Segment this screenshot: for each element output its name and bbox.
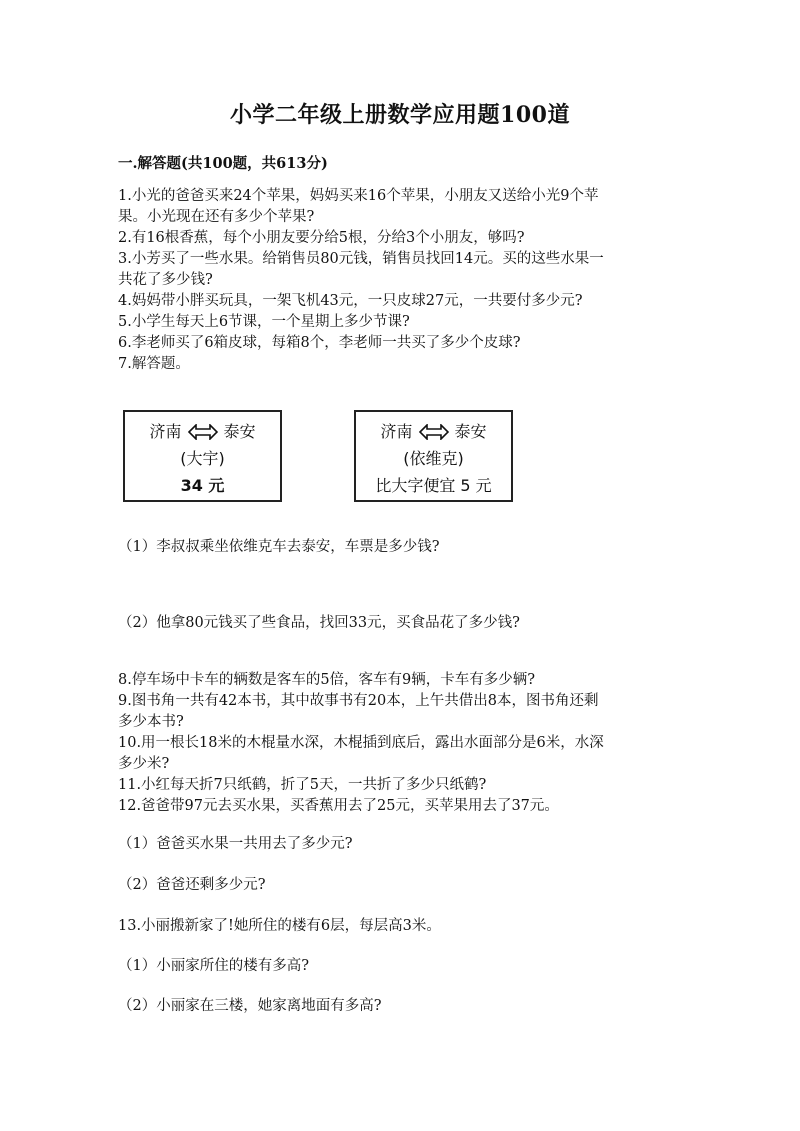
double-arrow-icon — [188, 424, 218, 440]
question-12-part-2: （2）爸爸还剩多少元? — [118, 877, 266, 893]
ticket-to: 泰安 — [223, 422, 256, 441]
question-9-line-1: 9.图书角一共有42本书，其中故事书有20本，上午共借出8本，图书角还剩 — [118, 693, 599, 709]
question-4: 4.妈妈带小胖买玩具，一架飞机43元，一只皮球27元，一共要付多少元? — [118, 293, 583, 309]
ticket-yiweike — [354, 410, 513, 502]
question-13-part-2: （2）小丽家在三楼，她家离地面有多高? — [118, 998, 382, 1014]
question-10-line-2: 多少米? — [118, 756, 170, 772]
question-13-part-1: （1）小丽家所住的楼有多高? — [118, 958, 309, 974]
ticket-price-note: 比大字便宜 5 元 — [375, 476, 492, 495]
page-title: 小学二年级上册数学应用题100道 — [230, 102, 570, 128]
question-11: 11.小红每天折7只纸鹤，折了5天，一共折了多少只纸鹤? — [118, 777, 487, 793]
question-1-line-2: 果。小光现在还有多少个苹果? — [118, 209, 315, 225]
question-7-part-1: （1）李叔叔乘坐依维克车去泰安，车票是多少钱? — [118, 539, 440, 555]
question-8: 8.停车场中卡车的辆数是客车的5倍，客车有9辆，卡车有多少辆? — [118, 672, 536, 688]
ticket-from: 济南 — [380, 422, 413, 441]
question-5: 5.小学生每天上6节课，一个星期上多少节课? — [118, 314, 410, 330]
double-arrow-icon — [419, 424, 449, 440]
question-9-line-2: 多少本书? — [118, 714, 184, 730]
question-13: 13.小丽搬新家了!她所住的楼有6层，每层高3米。 — [118, 918, 441, 934]
question-7-part-2: （2）他拿80元钱买了些食品，找回33元，买食品花了多少钱? — [118, 615, 520, 631]
question-12-part-1: （1）爸爸买水果一共用去了多少元? — [118, 836, 353, 852]
ticket-from: 济南 — [149, 422, 182, 441]
section-heading: 一.解答题(共100题，共613分) — [118, 155, 328, 172]
ticket-to: 泰安 — [454, 422, 487, 441]
question-10-line-1: 10.用一根长18米的木棍量水深，木棍插到底后，露出水面部分是6米，水深 — [118, 735, 604, 751]
question-2: 2.有16根香蕉，每个小朋友要分给5根，分给3个小朋友，够吗? — [118, 230, 525, 246]
question-1-line-1: 1.小光的爸爸买来24个苹果，妈妈买来16个苹果，小朋友又送给小光9个苹 — [118, 188, 599, 204]
question-7: 7.解答题。 — [118, 356, 190, 372]
ticket-dayu — [123, 410, 282, 502]
ticket-bus-type: (依维克) — [403, 449, 464, 468]
ticket-route — [125, 418, 280, 445]
question-6: 6.李老师买了6箱皮球，每箱8个，李老师一共买了多少个皮球? — [118, 335, 521, 351]
question-3-line-1: 3.小芳买了一些水果。给销售员80元钱，销售员找回14元。买的这些水果一 — [118, 251, 604, 267]
ticket-price: 34 元 — [180, 476, 225, 495]
question-3-line-2: 共花了多少钱? — [118, 272, 213, 288]
ticket-route — [356, 418, 511, 445]
ticket-bus-type: (大宇) — [180, 449, 225, 468]
question-12: 12.爸爸带97元去买水果，买香蕉用去了25元，买苹果用去了37元。 — [118, 798, 559, 814]
